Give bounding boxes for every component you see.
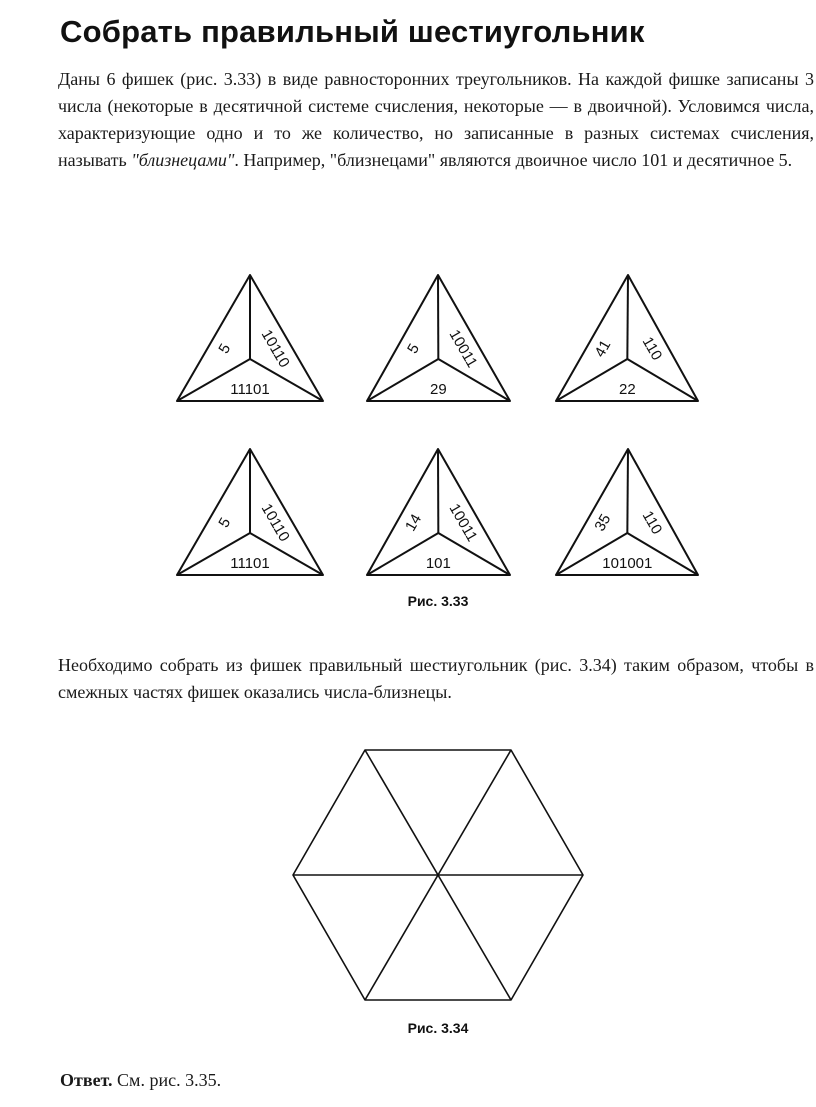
tile-right-number: 10011: [445, 326, 481, 371]
tile-right-number: 10110: [257, 326, 293, 371]
tile-left-number: 5: [215, 340, 235, 357]
tile-divider: [627, 275, 628, 359]
answer-line: [60, 1070, 221, 1091]
tile-bottom-number: 101001: [602, 555, 653, 572]
tile-left-number: 5: [404, 340, 423, 357]
tile-left-number: 14: [402, 511, 426, 535]
tile: [367, 275, 510, 401]
tile: [556, 449, 698, 575]
tile-right-number: 110: [638, 508, 666, 538]
tile-left-number: 41: [591, 337, 615, 361]
tile: [367, 449, 510, 575]
task-paragraph: Необходимо собрать из фишек правильный шестиугольник (рис. 3.34) таким образом, чтобы в смежных частях фишек оказались числа-близнецы.: [58, 655, 814, 702]
tile-bottom-number: 101: [425, 555, 451, 572]
intro-text-part1: Даны 6 фишек (рис. 3.33) в виде равносторонних треугольников. На каждой фишке записаны 3 числа (некоторые в десятичной системе счисления, некоторые — в двоичной). Условимся числа, характеризующие одно и то же количество, но записанные в разных системах счисления, называть: [58, 69, 814, 170]
tile-bottom-number: 11101: [230, 381, 270, 398]
tile: [177, 449, 323, 575]
tile: [177, 275, 323, 401]
answer-label: Ответ.: [60, 1070, 113, 1090]
tile-divider: [627, 449, 628, 533]
hexagon-diagram: [293, 750, 583, 1000]
tile-bottom-number: 22: [618, 381, 636, 398]
tile-right-number: 110: [638, 334, 666, 364]
tile: [556, 275, 698, 401]
tile-bottom-number: 29: [429, 381, 447, 398]
tile-left-number: 5: [215, 514, 235, 531]
figure-3-34-caption: Рис. 3.34: [407, 1020, 469, 1036]
tile-bottom-number: 11101: [230, 555, 270, 572]
page-title: Собрать правильный шестиугольник: [60, 14, 645, 49]
tile-right-number: 10011: [445, 500, 481, 545]
answer-text: См. рис. 3.35.: [112, 1070, 222, 1090]
tile-left-number: 35: [591, 511, 615, 535]
tile-right-number: 10110: [257, 500, 293, 545]
figure-3-33-caption: Рис. 3.33: [407, 593, 469, 609]
intro-text-part2: . Например, "близнецами" являются двоичное число 101 и десятичное 5.: [234, 150, 793, 170]
tile-divider: [556, 359, 627, 401]
intro-emphasis: "близнецами": [131, 150, 235, 170]
